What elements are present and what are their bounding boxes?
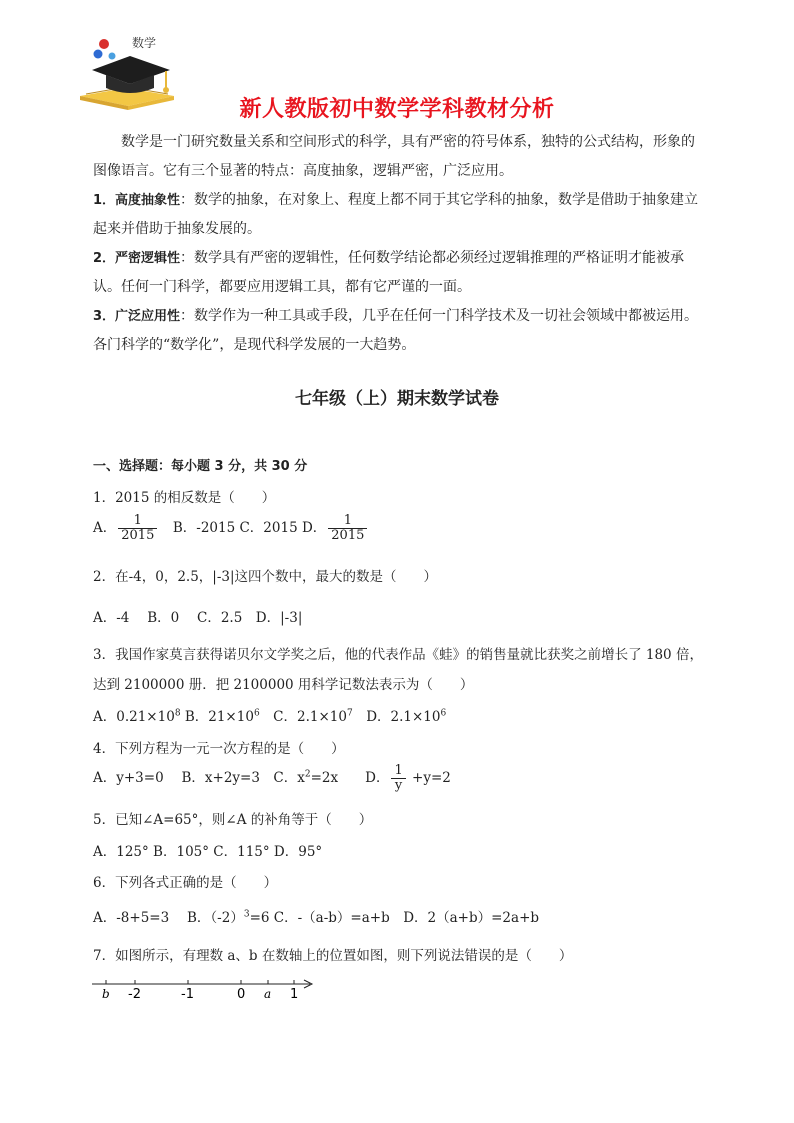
question-6-options xyxy=(93,906,539,926)
question-4-stem: 4．下列方程为一元一次方程的是（ ） xyxy=(93,741,345,757)
options-rest: =6 C．-（a-b）=a+b D．2（a+b）=2a+b xyxy=(249,910,540,926)
section-heading: 一、选择题：每小题 3 分，共 30 分 xyxy=(93,459,308,474)
options-bcd: B．-2015 C．2015 D． xyxy=(159,520,327,536)
exponent: 6 xyxy=(253,708,260,719)
question-7-stem: 7．如图所示，有理数 a、b 在数轴上的位置如图，则下列说法错误的是（ ） xyxy=(93,948,573,964)
options-abc: A．y+3=0 B．x+2y=3 C．x xyxy=(93,770,305,786)
question-6-stem: 6．下列各式正确的是（ ） xyxy=(93,875,278,891)
label-a: a xyxy=(264,987,272,1001)
options-ab: A．-8+5=3 B．（-2） xyxy=(93,910,244,926)
question-5-options: A．125° B．105° C．115° D．95° xyxy=(93,844,323,860)
question-1-options xyxy=(93,514,369,543)
feature-2-label: 2．严密逻辑性 xyxy=(93,251,181,266)
fraction-denominator: y xyxy=(391,778,405,793)
question-3-stem-line2: 达到 2100000 册．把 2100000 用科学记数法表示为（ ） xyxy=(93,677,474,693)
option-c-rest: =2x D． xyxy=(310,770,390,786)
fraction-numerator: 1 xyxy=(133,513,142,528)
exponent: 3 xyxy=(243,909,250,920)
feature-3 xyxy=(93,302,705,360)
feature-1-text: ：数学的抽象，在对象上、程度上都不同于其它学科的抽象，数学是借助于抽象建立起来并借助于抽象发展的。 xyxy=(93,192,699,237)
option-a: A．0.21×10 xyxy=(93,709,175,725)
tick-label: -1 xyxy=(181,987,194,1002)
option-a-label: A． xyxy=(93,520,117,536)
option-b: B．21×10 xyxy=(180,709,254,725)
feature-3-text: ：数学作为一种工具或手段，几乎在任何一门科学技术及一切社会领域中都被运用。各门科学的“数学化”，是现代科学发展的一大趋势。 xyxy=(93,308,699,353)
tick-label: 1 xyxy=(290,987,299,1002)
fraction-denominator: 2015 xyxy=(118,528,157,543)
feature-2 xyxy=(93,244,705,302)
feature-3-label: 3．广泛应用性 xyxy=(93,309,181,324)
question-3-options xyxy=(93,705,446,725)
option-c: C．2.1×10 xyxy=(259,709,347,725)
fraction-denominator: 2015 xyxy=(328,528,367,543)
exponent: 7 xyxy=(346,708,353,719)
question-2-stem: 2．在-4，0，2.5，|-3|这四个数中，最大的数是（ ） xyxy=(93,569,438,585)
option-d: D．2.1×10 xyxy=(352,709,441,725)
question-3-stem-line1: 3．我国作家莫言获得诺贝尔文学奖之后，他的代表作品《蛙》的销售量就比获奖之前增长了 180 倍， xyxy=(93,647,703,663)
tick-label: -2 xyxy=(128,987,141,1002)
question-4-options xyxy=(93,764,451,793)
fraction-numerator: 1 xyxy=(394,763,403,778)
feature-1-label: 1．高度抽象性 xyxy=(93,193,181,208)
fraction-numerator: 1 xyxy=(343,513,352,528)
question-5-stem: 5．已知∠A=65°，则∠A 的补角等于（ ） xyxy=(93,812,373,828)
logo-text: 数学 xyxy=(132,36,157,50)
fraction xyxy=(118,514,157,543)
page-title: 新人教版初中数学学科教材分析 xyxy=(239,97,555,122)
option-d-rest: +y=2 xyxy=(407,770,451,786)
exponent: 2 xyxy=(304,769,311,780)
exam-title: 七年级（上）期末数学试卷 xyxy=(295,389,499,409)
fraction xyxy=(328,514,367,543)
feature-2-text: ：数学具有严密的逻辑性，任何数学结论都必须经过逻辑推理的严格证明才能被承认。任何一门科学，都要应用逻辑工具，都有它严谨的一面。 xyxy=(93,250,685,295)
question-1-stem: 1．2015 的相反数是（ ） xyxy=(93,490,276,506)
question-2-options: A．-4 B．0 C．2.5 D．|-3| xyxy=(93,610,303,626)
feature-1 xyxy=(93,186,705,244)
tick-label: 0 xyxy=(237,987,246,1002)
intro-paragraph: 数学是一门研究数量关系和空间形式的科学，具有严密的符号体系，独特的公式结构，形象的图像语言。它有三个显著的特点：高度抽象，逻辑严密，广泛应用。 xyxy=(93,134,695,179)
exponent: 8 xyxy=(174,708,181,719)
number-line xyxy=(90,968,320,1004)
label-b: b xyxy=(102,987,110,1001)
exponent: 6 xyxy=(440,708,447,719)
fraction xyxy=(391,764,405,793)
